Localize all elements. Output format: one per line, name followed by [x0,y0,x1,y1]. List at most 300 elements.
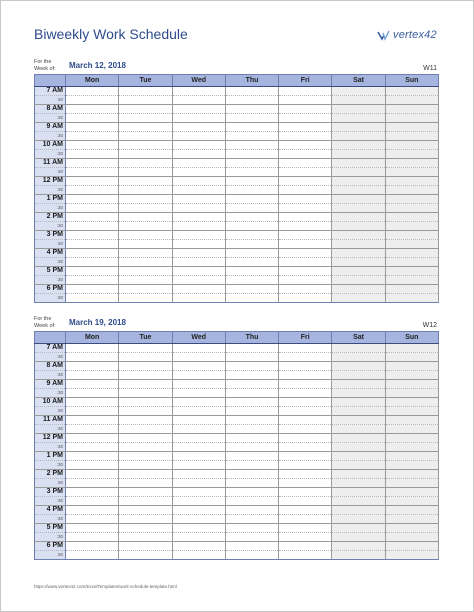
schedule-cell-sun[interactable] [385,353,438,362]
schedule-cell-fri[interactable] [279,479,332,488]
schedule-cell-wed[interactable] [172,213,225,222]
schedule-cell-sun[interactable] [385,479,438,488]
schedule-cell-sun[interactable] [385,204,438,213]
schedule-cell-fri[interactable] [279,141,332,150]
schedule-cell-sat[interactable] [332,150,385,159]
schedule-cell-mon[interactable] [66,506,119,515]
schedule-cell-sat[interactable] [332,96,385,105]
schedule-cell-thu[interactable] [225,443,278,452]
schedule-cell-sat[interactable] [332,195,385,204]
schedule-cell-wed[interactable] [172,105,225,114]
schedule-cell-sat[interactable] [332,186,385,195]
schedule-cell-mon[interactable] [66,177,119,186]
schedule-cell-wed[interactable] [172,515,225,524]
schedule-cell-tue[interactable] [119,479,172,488]
schedule-cell-tue[interactable] [119,249,172,258]
schedule-cell-sat[interactable] [332,87,385,96]
schedule-cell-mon[interactable] [66,258,119,267]
schedule-cell-tue[interactable] [119,524,172,533]
schedule-cell-sat[interactable] [332,204,385,213]
schedule-cell-sat[interactable] [332,443,385,452]
schedule-cell-mon[interactable] [66,105,119,114]
schedule-cell-mon[interactable] [66,276,119,285]
schedule-cell-wed[interactable] [172,452,225,461]
schedule-cell-sat[interactable] [332,267,385,276]
schedule-cell-tue[interactable] [119,204,172,213]
schedule-cell-wed[interactable] [172,186,225,195]
schedule-cell-tue[interactable] [119,407,172,416]
schedule-cell-tue[interactable] [119,285,172,294]
schedule-cell-sun[interactable] [385,285,438,294]
schedule-cell-thu[interactable] [225,524,278,533]
schedule-cell-thu[interactable] [225,353,278,362]
schedule-cell-fri[interactable] [279,186,332,195]
schedule-cell-fri[interactable] [279,515,332,524]
schedule-cell-thu[interactable] [225,425,278,434]
schedule-cell-sat[interactable] [332,542,385,551]
schedule-cell-tue[interactable] [119,506,172,515]
schedule-cell-wed[interactable] [172,524,225,533]
schedule-cell-wed[interactable] [172,362,225,371]
schedule-cell-mon[interactable] [66,87,119,96]
schedule-cell-sat[interactable] [332,177,385,186]
schedule-cell-sat[interactable] [332,533,385,542]
schedule-cell-sun[interactable] [385,488,438,497]
schedule-cell-wed[interactable] [172,132,225,141]
schedule-cell-wed[interactable] [172,141,225,150]
schedule-cell-sat[interactable] [332,222,385,231]
schedule-cell-wed[interactable] [172,551,225,560]
schedule-cell-thu[interactable] [225,177,278,186]
schedule-cell-fri[interactable] [279,96,332,105]
schedule-cell-tue[interactable] [119,114,172,123]
schedule-cell-sun[interactable] [385,177,438,186]
schedule-cell-wed[interactable] [172,222,225,231]
schedule-cell-thu[interactable] [225,258,278,267]
schedule-cell-mon[interactable] [66,452,119,461]
schedule-cell-wed[interactable] [172,258,225,267]
schedule-cell-mon[interactable] [66,434,119,443]
schedule-cell-thu[interactable] [225,168,278,177]
schedule-cell-sat[interactable] [332,506,385,515]
schedule-cell-fri[interactable] [279,150,332,159]
schedule-cell-thu[interactable] [225,533,278,542]
schedule-cell-sat[interactable] [332,132,385,141]
schedule-cell-mon[interactable] [66,204,119,213]
schedule-cell-wed[interactable] [172,87,225,96]
schedule-cell-sun[interactable] [385,132,438,141]
schedule-cell-fri[interactable] [279,416,332,425]
schedule-cell-tue[interactable] [119,452,172,461]
schedule-cell-fri[interactable] [279,213,332,222]
schedule-cell-mon[interactable] [66,488,119,497]
schedule-cell-tue[interactable] [119,344,172,353]
schedule-cell-sun[interactable] [385,231,438,240]
schedule-cell-fri[interactable] [279,434,332,443]
schedule-cell-tue[interactable] [119,425,172,434]
schedule-cell-wed[interactable] [172,294,225,303]
schedule-cell-sat[interactable] [332,434,385,443]
schedule-cell-mon[interactable] [66,159,119,168]
schedule-cell-thu[interactable] [225,204,278,213]
schedule-cell-fri[interactable] [279,177,332,186]
schedule-cell-mon[interactable] [66,497,119,506]
schedule-cell-sat[interactable] [332,159,385,168]
schedule-cell-fri[interactable] [279,362,332,371]
schedule-cell-fri[interactable] [279,294,332,303]
schedule-cell-tue[interactable] [119,353,172,362]
schedule-cell-mon[interactable] [66,231,119,240]
schedule-cell-thu[interactable] [225,380,278,389]
schedule-cell-wed[interactable] [172,380,225,389]
schedule-cell-mon[interactable] [66,533,119,542]
schedule-cell-fri[interactable] [279,425,332,434]
schedule-cell-tue[interactable] [119,231,172,240]
schedule-cell-fri[interactable] [279,443,332,452]
schedule-cell-sun[interactable] [385,389,438,398]
schedule-cell-sat[interactable] [332,488,385,497]
schedule-cell-thu[interactable] [225,434,278,443]
schedule-cell-sat[interactable] [332,353,385,362]
schedule-cell-sun[interactable] [385,407,438,416]
schedule-cell-wed[interactable] [172,371,225,380]
schedule-cell-wed[interactable] [172,123,225,132]
schedule-cell-mon[interactable] [66,461,119,470]
schedule-cell-fri[interactable] [279,159,332,168]
schedule-cell-tue[interactable] [119,168,172,177]
schedule-cell-mon[interactable] [66,150,119,159]
schedule-cell-fri[interactable] [279,344,332,353]
schedule-cell-sun[interactable] [385,249,438,258]
schedule-cell-sun[interactable] [385,344,438,353]
schedule-cell-wed[interactable] [172,389,225,398]
schedule-cell-wed[interactable] [172,249,225,258]
schedule-cell-tue[interactable] [119,276,172,285]
schedule-cell-mon[interactable] [66,407,119,416]
schedule-cell-mon[interactable] [66,416,119,425]
schedule-cell-tue[interactable] [119,141,172,150]
schedule-cell-fri[interactable] [279,371,332,380]
schedule-cell-wed[interactable] [172,114,225,123]
schedule-cell-thu[interactable] [225,362,278,371]
schedule-cell-thu[interactable] [225,222,278,231]
schedule-cell-thu[interactable] [225,416,278,425]
schedule-cell-thu[interactable] [225,551,278,560]
schedule-cell-fri[interactable] [279,285,332,294]
schedule-cell-tue[interactable] [119,159,172,168]
week-date[interactable]: March 12, 2018 [69,61,126,70]
schedule-cell-mon[interactable] [66,479,119,488]
schedule-cell-thu[interactable] [225,461,278,470]
schedule-cell-thu[interactable] [225,150,278,159]
schedule-cell-sun[interactable] [385,123,438,132]
schedule-cell-sun[interactable] [385,551,438,560]
schedule-cell-thu[interactable] [225,123,278,132]
schedule-cell-wed[interactable] [172,344,225,353]
schedule-cell-sat[interactable] [332,362,385,371]
footer-url[interactable]: https://www.vertex42.com/ExcelTemplates/work-schedule-template.html [34,584,177,589]
schedule-cell-thu[interactable] [225,285,278,294]
schedule-cell-mon[interactable] [66,371,119,380]
schedule-cell-wed[interactable] [172,506,225,515]
schedule-cell-tue[interactable] [119,551,172,560]
schedule-cell-sat[interactable] [332,398,385,407]
schedule-cell-sat[interactable] [332,479,385,488]
schedule-cell-sun[interactable] [385,506,438,515]
schedule-cell-wed[interactable] [172,416,225,425]
schedule-cell-sun[interactable] [385,425,438,434]
schedule-cell-thu[interactable] [225,398,278,407]
schedule-cell-thu[interactable] [225,249,278,258]
schedule-cell-sat[interactable] [332,524,385,533]
schedule-cell-fri[interactable] [279,258,332,267]
schedule-cell-sat[interactable] [332,213,385,222]
schedule-cell-tue[interactable] [119,294,172,303]
schedule-cell-tue[interactable] [119,267,172,276]
schedule-cell-sun[interactable] [385,276,438,285]
schedule-cell-sat[interactable] [332,258,385,267]
schedule-cell-tue[interactable] [119,398,172,407]
schedule-cell-wed[interactable] [172,407,225,416]
schedule-cell-thu[interactable] [225,294,278,303]
schedule-cell-sat[interactable] [332,114,385,123]
schedule-cell-wed[interactable] [172,542,225,551]
schedule-cell-sat[interactable] [332,497,385,506]
schedule-cell-sun[interactable] [385,168,438,177]
schedule-cell-sat[interactable] [332,380,385,389]
schedule-cell-sat[interactable] [332,407,385,416]
schedule-cell-mon[interactable] [66,195,119,204]
schedule-cell-thu[interactable] [225,371,278,380]
schedule-cell-mon[interactable] [66,380,119,389]
schedule-cell-sun[interactable] [385,195,438,204]
schedule-cell-sun[interactable] [385,533,438,542]
schedule-cell-mon[interactable] [66,249,119,258]
schedule-cell-thu[interactable] [225,542,278,551]
schedule-cell-wed[interactable] [172,434,225,443]
schedule-cell-tue[interactable] [119,533,172,542]
schedule-cell-sun[interactable] [385,114,438,123]
schedule-cell-sun[interactable] [385,371,438,380]
schedule-cell-tue[interactable] [119,123,172,132]
schedule-cell-sun[interactable] [385,515,438,524]
schedule-cell-mon[interactable] [66,132,119,141]
schedule-cell-fri[interactable] [279,533,332,542]
schedule-cell-sun[interactable] [385,362,438,371]
schedule-cell-sun[interactable] [385,87,438,96]
schedule-cell-mon[interactable] [66,240,119,249]
schedule-cell-mon[interactable] [66,542,119,551]
schedule-cell-mon[interactable] [66,114,119,123]
schedule-cell-thu[interactable] [225,276,278,285]
schedule-cell-thu[interactable] [225,231,278,240]
schedule-cell-mon[interactable] [66,285,119,294]
schedule-cell-wed[interactable] [172,285,225,294]
schedule-cell-wed[interactable] [172,177,225,186]
schedule-cell-tue[interactable] [119,258,172,267]
schedule-cell-mon[interactable] [66,186,119,195]
vertex42-logo[interactable] [377,29,437,41]
schedule-cell-wed[interactable] [172,159,225,168]
schedule-cell-sat[interactable] [332,416,385,425]
schedule-cell-sat[interactable] [332,452,385,461]
schedule-cell-sun[interactable] [385,398,438,407]
schedule-cell-wed[interactable] [172,150,225,159]
schedule-cell-sat[interactable] [332,371,385,380]
schedule-cell-thu[interactable] [225,267,278,276]
schedule-cell-sun[interactable] [385,222,438,231]
schedule-cell-tue[interactable] [119,515,172,524]
schedule-cell-mon[interactable] [66,123,119,132]
schedule-cell-mon[interactable] [66,425,119,434]
schedule-cell-fri[interactable] [279,105,332,114]
schedule-cell-mon[interactable] [66,551,119,560]
schedule-cell-fri[interactable] [279,123,332,132]
schedule-cell-sun[interactable] [385,434,438,443]
schedule-cell-thu[interactable] [225,470,278,479]
schedule-cell-tue[interactable] [119,461,172,470]
schedule-cell-mon[interactable] [66,96,119,105]
schedule-cell-thu[interactable] [225,186,278,195]
schedule-cell-thu[interactable] [225,195,278,204]
schedule-cell-fri[interactable] [279,240,332,249]
week-date[interactable]: March 19, 2018 [69,318,126,327]
schedule-cell-fri[interactable] [279,542,332,551]
schedule-cell-sun[interactable] [385,213,438,222]
schedule-cell-fri[interactable] [279,470,332,479]
schedule-cell-sat[interactable] [332,231,385,240]
schedule-cell-thu[interactable] [225,389,278,398]
schedule-cell-tue[interactable] [119,177,172,186]
schedule-cell-sun[interactable] [385,524,438,533]
schedule-cell-wed[interactable] [172,240,225,249]
schedule-cell-tue[interactable] [119,362,172,371]
schedule-cell-tue[interactable] [119,186,172,195]
schedule-cell-thu[interactable] [225,159,278,168]
schedule-cell-mon[interactable] [66,168,119,177]
schedule-cell-tue[interactable] [119,150,172,159]
schedule-cell-sun[interactable] [385,497,438,506]
schedule-cell-sun[interactable] [385,96,438,105]
schedule-cell-wed[interactable] [172,168,225,177]
schedule-cell-tue[interactable] [119,213,172,222]
schedule-cell-fri[interactable] [279,488,332,497]
schedule-cell-tue[interactable] [119,132,172,141]
schedule-cell-wed[interactable] [172,488,225,497]
schedule-cell-wed[interactable] [172,443,225,452]
schedule-cell-mon[interactable] [66,524,119,533]
schedule-cell-tue[interactable] [119,380,172,389]
schedule-cell-sat[interactable] [332,470,385,479]
schedule-cell-fri[interactable] [279,506,332,515]
schedule-cell-sat[interactable] [332,461,385,470]
schedule-cell-sat[interactable] [332,285,385,294]
schedule-cell-tue[interactable] [119,222,172,231]
schedule-cell-sat[interactable] [332,425,385,434]
schedule-cell-thu[interactable] [225,240,278,249]
schedule-cell-sun[interactable] [385,294,438,303]
schedule-cell-fri[interactable] [279,398,332,407]
schedule-cell-wed[interactable] [172,276,225,285]
schedule-cell-sat[interactable] [332,294,385,303]
schedule-cell-wed[interactable] [172,479,225,488]
schedule-cell-mon[interactable] [66,344,119,353]
schedule-cell-thu[interactable] [225,141,278,150]
schedule-cell-mon[interactable] [66,294,119,303]
schedule-cell-fri[interactable] [279,249,332,258]
schedule-cell-mon[interactable] [66,515,119,524]
schedule-cell-fri[interactable] [279,551,332,560]
schedule-cell-sat[interactable] [332,551,385,560]
schedule-cell-wed[interactable] [172,267,225,276]
schedule-cell-tue[interactable] [119,416,172,425]
schedule-cell-tue[interactable] [119,470,172,479]
schedule-cell-wed[interactable] [172,497,225,506]
schedule-cell-thu[interactable] [225,213,278,222]
schedule-cell-mon[interactable] [66,389,119,398]
schedule-cell-fri[interactable] [279,407,332,416]
schedule-cell-mon[interactable] [66,443,119,452]
schedule-cell-mon[interactable] [66,141,119,150]
schedule-cell-fri[interactable] [279,267,332,276]
schedule-cell-fri[interactable] [279,195,332,204]
schedule-cell-mon[interactable] [66,353,119,362]
schedule-cell-wed[interactable] [172,461,225,470]
schedule-cell-thu[interactable] [225,479,278,488]
schedule-cell-fri[interactable] [279,132,332,141]
schedule-cell-fri[interactable] [279,168,332,177]
schedule-cell-wed[interactable] [172,204,225,213]
schedule-cell-thu[interactable] [225,506,278,515]
schedule-cell-sat[interactable] [332,168,385,177]
schedule-cell-sun[interactable] [385,443,438,452]
schedule-cell-fri[interactable] [279,524,332,533]
schedule-cell-fri[interactable] [279,87,332,96]
schedule-cell-sat[interactable] [332,515,385,524]
schedule-cell-tue[interactable] [119,497,172,506]
schedule-cell-wed[interactable] [172,195,225,204]
schedule-cell-tue[interactable] [119,443,172,452]
schedule-cell-sat[interactable] [332,240,385,249]
schedule-cell-mon[interactable] [66,362,119,371]
schedule-cell-tue[interactable] [119,105,172,114]
schedule-cell-thu[interactable] [225,87,278,96]
schedule-cell-sat[interactable] [332,249,385,258]
schedule-cell-sun[interactable] [385,186,438,195]
schedule-cell-sun[interactable] [385,141,438,150]
schedule-cell-fri[interactable] [279,276,332,285]
schedule-cell-fri[interactable] [279,222,332,231]
schedule-cell-tue[interactable] [119,434,172,443]
schedule-cell-thu[interactable] [225,488,278,497]
schedule-cell-thu[interactable] [225,452,278,461]
schedule-cell-sun[interactable] [385,159,438,168]
schedule-cell-fri[interactable] [279,114,332,123]
schedule-cell-fri[interactable] [279,389,332,398]
schedule-cell-mon[interactable] [66,213,119,222]
schedule-cell-tue[interactable] [119,371,172,380]
schedule-cell-tue[interactable] [119,96,172,105]
schedule-cell-sun[interactable] [385,542,438,551]
schedule-cell-wed[interactable] [172,231,225,240]
schedule-cell-tue[interactable] [119,87,172,96]
schedule-cell-sun[interactable] [385,105,438,114]
schedule-cell-sat[interactable] [332,141,385,150]
schedule-cell-fri[interactable] [279,204,332,213]
schedule-cell-thu[interactable] [225,96,278,105]
schedule-cell-thu[interactable] [225,407,278,416]
schedule-cell-mon[interactable] [66,470,119,479]
